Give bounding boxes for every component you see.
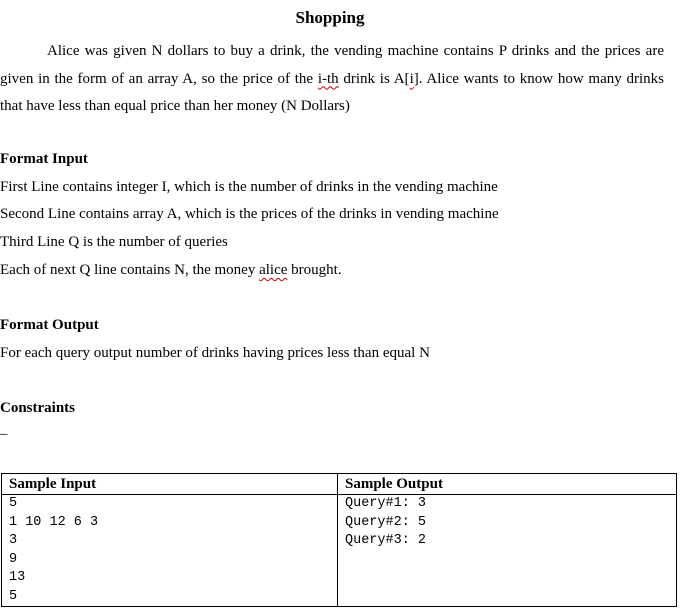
sample-table xyxy=(1,473,677,607)
format-output-line: For each query output number of drinks having prices less than equal N xyxy=(0,345,430,361)
page-title: Shopping xyxy=(295,8,365,27)
format-input-text: Each of next Q line contains N, the money xyxy=(0,262,260,278)
sample-input-cell xyxy=(2,495,338,607)
description-text: drink is A[ xyxy=(338,70,410,87)
sample-input-header: Sample Input xyxy=(2,474,338,495)
format-input-line xyxy=(0,262,342,279)
sample-input-line: 1 10 12 6 3 xyxy=(9,514,99,530)
sample-input-line: 13 xyxy=(9,570,26,585)
sample-output-cell xyxy=(338,495,677,607)
sample-input-line: 3 xyxy=(9,533,18,548)
sample-input-line: 5 xyxy=(9,496,18,511)
format-input-line: First Line contains integer I, which is the number of drinks in the vending machine xyxy=(0,179,498,195)
format-input-text: brought. xyxy=(287,262,342,278)
sample-header-row xyxy=(2,474,677,495)
sample-output-line: Query#1: 3 xyxy=(345,496,427,511)
sample-output-line: Query#3: 2 xyxy=(345,533,427,548)
spellcheck-word: i-th xyxy=(317,70,339,87)
format-input-heading: Format Input xyxy=(0,151,88,167)
sample-body-row xyxy=(2,495,677,607)
format-input-line: Second Line contains array A, which is the prices of the drinks in vending machine xyxy=(0,206,499,222)
constraints-value: – xyxy=(0,426,8,442)
sample-output-header: Sample Output xyxy=(338,474,677,495)
problem-description xyxy=(0,38,664,121)
sample-input-line: 9 xyxy=(9,551,18,567)
format-input-line: Third Line Q is the number of queries xyxy=(0,234,228,250)
description-text: Alice was given N dollars to buy a drink, the vending machine contains P drinks and the prices are given in the form of an array A, so the price of the xyxy=(0,43,664,87)
spellcheck-word: alice xyxy=(259,262,288,278)
spellcheck-word: i xyxy=(409,70,414,87)
sample-output-line: Query#2: 5 xyxy=(345,514,427,530)
format-output-heading: Format Output xyxy=(0,317,99,333)
description-text: ]. Alice wants to know how many drinks that have less than equal price than her money (N Dollars) xyxy=(0,70,664,114)
sample-input-line: 5 xyxy=(9,588,18,604)
constraints-heading: Constraints xyxy=(0,400,76,416)
